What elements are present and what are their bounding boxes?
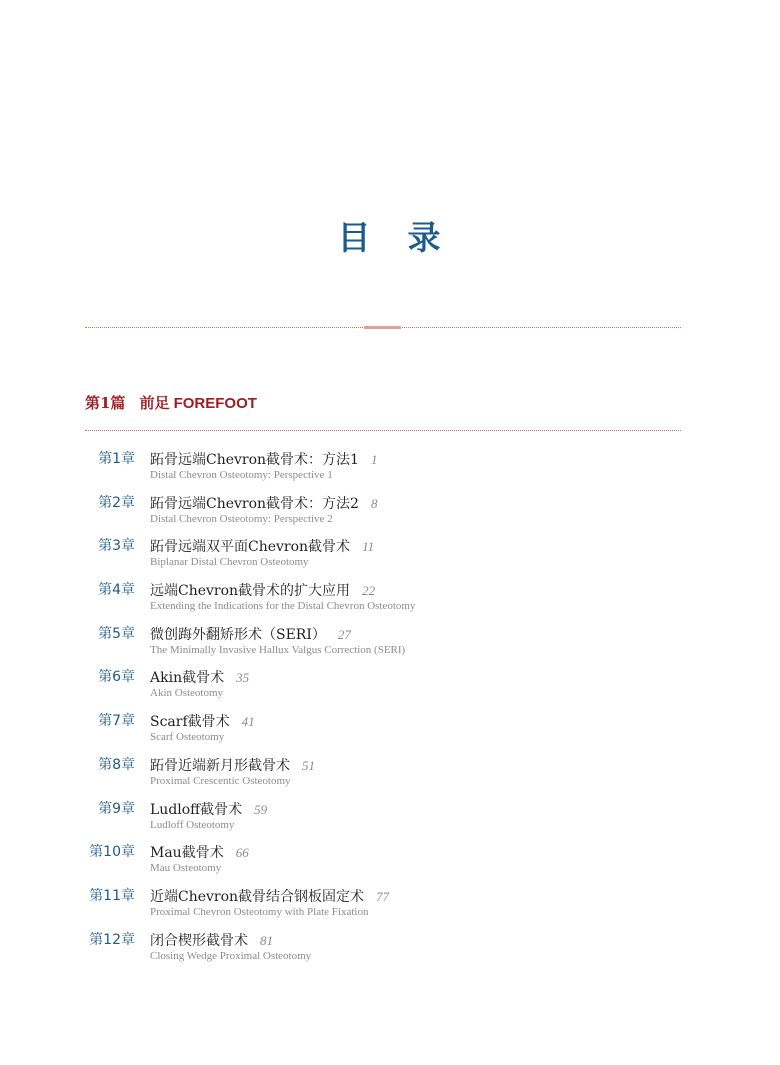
page-title: 目 录	[337, 218, 443, 257]
toc-entry[interactable]	[0, 668, 780, 712]
chapter-title: 跖骨远端双平面Chevron截骨术	[150, 539, 351, 556]
chapter-title: 闭合楔形截骨术	[150, 932, 248, 949]
chapter-title: 远端Chevron截骨术的扩大应用	[150, 583, 351, 600]
toc-entry[interactable]	[0, 712, 780, 756]
chapter-title: 微创踇外翻矫形术（SERI）	[150, 626, 326, 643]
chapter-title-line	[150, 800, 267, 819]
chapter-title: 跖骨远端Chevron截骨术：方法1	[150, 452, 359, 468]
chapter-subtitle: Ludloff Osteotomy	[150, 818, 235, 831]
chapter-number: 第8章	[98, 756, 135, 773]
page-number: 51	[302, 757, 315, 773]
part-heading	[85, 392, 257, 413]
page-number: 77	[376, 888, 390, 904]
toc-entry[interactable]	[0, 800, 780, 844]
page-number: 22	[362, 583, 376, 599]
title-divider-accent	[364, 326, 401, 329]
chapter-number: 第4章	[98, 582, 135, 599]
page-number: 27	[337, 626, 351, 642]
page-number: 81	[260, 932, 273, 948]
chapter-subtitle: Scarf Osteotomy	[150, 731, 225, 744]
page-number: 1	[370, 452, 378, 467]
toc-entry[interactable]	[0, 625, 780, 669]
chapter-title-line	[150, 843, 249, 862]
toc-entry[interactable]	[0, 450, 780, 494]
toc-entry[interactable]	[0, 581, 780, 625]
page-number: 41	[241, 714, 255, 730]
page-number: 11	[362, 539, 375, 555]
chapter-number: 第12章	[89, 931, 135, 948]
chapter-title-line	[150, 756, 315, 775]
toc-entry[interactable]	[0, 931, 780, 975]
chapter-subtitle: Closing Wedge Proximal Osteotomy	[150, 949, 312, 962]
chapter-title: 近端Chevron截骨结合钢板固定术	[150, 888, 365, 905]
page-number: 59	[254, 801, 268, 817]
toc-entry[interactable]	[0, 494, 780, 538]
chapter-subtitle: Akin Osteotomy	[150, 687, 224, 700]
chapter-number: 第1章	[98, 451, 135, 467]
chapter-subtitle: Distal Chevron Osteotomy: Perspective 2	[150, 512, 333, 525]
chapter-subtitle: Proximal Crescentic Osteotomy	[150, 774, 291, 787]
part-number: 第1篇	[85, 394, 126, 412]
chapter-title: 跖骨近端新月形截骨术	[150, 757, 290, 774]
chapter-title: Ludloff截骨术	[150, 801, 243, 818]
page-number: 8	[370, 495, 378, 511]
part-divider	[85, 430, 681, 431]
toc-entry[interactable]	[0, 843, 780, 887]
chapter-subtitle: Extending the Indications for the Distal Chevron Osteotomy	[150, 600, 416, 613]
table-of-contents	[0, 450, 780, 974]
chapter-number: 第10章	[89, 844, 135, 861]
chapter-title: Scarf截骨术	[150, 714, 230, 731]
chapter-title: 跖骨远端Chevron截骨术：方法2	[150, 495, 359, 512]
chapter-subtitle: The Minimally Invasive Hallux Valgus Correction (SERI)	[150, 643, 406, 656]
chapter-number: 第9章	[98, 800, 135, 817]
page-number: 35	[236, 670, 250, 686]
chapter-title-line	[150, 887, 389, 906]
chapter-number: 第11章	[89, 887, 135, 904]
chapter-title-line	[150, 712, 255, 731]
chapter-title-line	[150, 625, 351, 644]
chapter-number: 第7章	[98, 713, 135, 730]
chapter-title-line	[150, 931, 273, 950]
chapter-title: Akin截骨术	[150, 670, 225, 687]
chapter-title-line	[150, 668, 249, 687]
toc-entry[interactable]	[0, 537, 780, 581]
toc-entry[interactable]	[0, 887, 780, 931]
chapter-title-line	[150, 450, 377, 469]
chapter-subtitle: Mau Osteotomy	[150, 862, 222, 875]
page-number: 66	[235, 845, 249, 861]
chapter-subtitle: Proximal Chevron Osteotomy with Plate Fixation	[150, 905, 369, 918]
chapter-number: 第6章	[98, 669, 135, 686]
chapter-title-line	[150, 537, 374, 556]
chapter-number: 第2章	[98, 494, 135, 511]
chapter-subtitle: Distal Chevron Osteotomy: Perspective 1	[150, 469, 333, 481]
chapter-title-line	[150, 581, 375, 600]
chapter-subtitle: Biplanar Distal Chevron Osteotomy	[150, 556, 309, 569]
toc-entry[interactable]	[0, 756, 780, 800]
chapter-number: 第3章	[98, 538, 135, 555]
chapter-title: Mau截骨术	[150, 845, 224, 862]
chapter-title-line	[150, 494, 377, 513]
part-title: 前足 FOREFOOT	[139, 395, 257, 412]
chapter-number: 第5章	[98, 625, 135, 642]
